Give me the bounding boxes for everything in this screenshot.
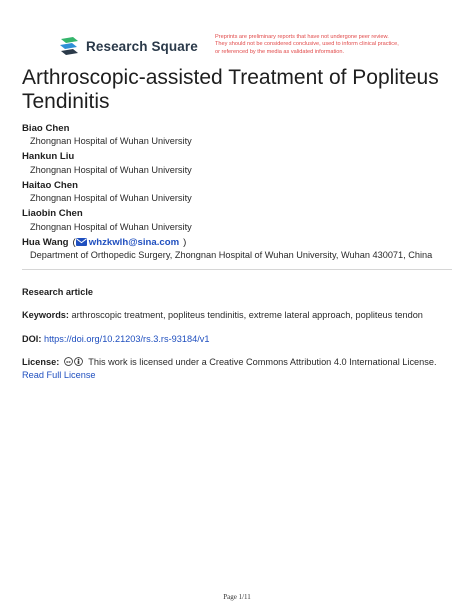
author-email-link[interactable] [76,236,179,249]
corr-close-paren: ) [183,236,187,248]
disclaimer-line: They should not be considered conclusive, used to inform clinical practice, [215,41,399,48]
attribution-icon [74,357,83,366]
disclaimer-line: or referenced by the media as validated information. [215,48,345,55]
article-type-label: Research article [22,287,93,297]
author-affiliation: Zhongnan Hospital of Wuhan University [30,164,192,175]
article-type [22,286,452,299]
author-affiliation: Zhongnan Hospital of Wuhan University [30,193,192,203]
research-square-logo[interactable] [58,36,198,56]
author-item [22,207,452,236]
envelope-icon [76,238,87,246]
title-line: Arthroscopic-assisted Treatment of Popliteus [22,66,439,89]
header [58,36,438,62]
license-text: This work is licensed under a Creative Commons Attribution 4.0 International License. [88,357,437,367]
keywords-label: Keywords: [22,310,69,320]
author-name-row [22,235,452,249]
preprint-disclaimer [215,34,445,56]
author-affiliation: Zhongnan Hospital of Wuhan University [30,136,192,146]
author-item [22,178,452,207]
author-item [22,121,452,150]
research-square-logo-icon [58,36,80,56]
article-title [22,66,452,114]
license-row [22,356,452,381]
license-label: License: [22,357,60,367]
author-item-corresponding [22,235,452,264]
author-email: whzkwlh@sina.com [88,236,180,248]
page-number: Page 1/11 [223,593,251,601]
keywords-row [22,309,452,322]
read-full-license-link[interactable]: Read Full License [22,369,96,380]
brand-name: Research Square [86,38,198,54]
author-name: Liaobin Chen [22,208,83,219]
author-name: Hua Wang [22,236,69,248]
title-line: Tendinitis [22,90,110,113]
keywords-value: arthroscopic treatment, popliteus tendinitis, extreme lateral approach, popliteus tendon [71,310,423,320]
doi-label: DOI: [22,334,42,344]
corr-open-paren: ( [72,236,76,248]
svg-text:cc: cc [66,359,71,364]
author-item [22,150,452,179]
author-list [22,121,452,264]
author-affiliation: Department of Orthopedic Surgery, Zhongnan Hospital of Wuhan University, Wuhan 430071, China [30,250,433,260]
author-name: Biao Chen [22,122,70,134]
cc-license-icons [64,357,84,366]
author-affiliation: Zhongnan Hospital of Wuhan University [30,221,192,232]
disclaimer-line: Preprints are preliminary reports that have not undergone peer review. [215,34,389,40]
author-name: Haitao Chen [22,179,78,191]
doi-row [22,333,452,346]
creative-commons-icon [64,357,73,366]
doi-link[interactable]: https://doi.org/10.21203/rs.3.rs-93184/v1 [43,334,210,344]
section-divider [22,269,452,270]
author-name: Hankun Liu [22,151,75,162]
